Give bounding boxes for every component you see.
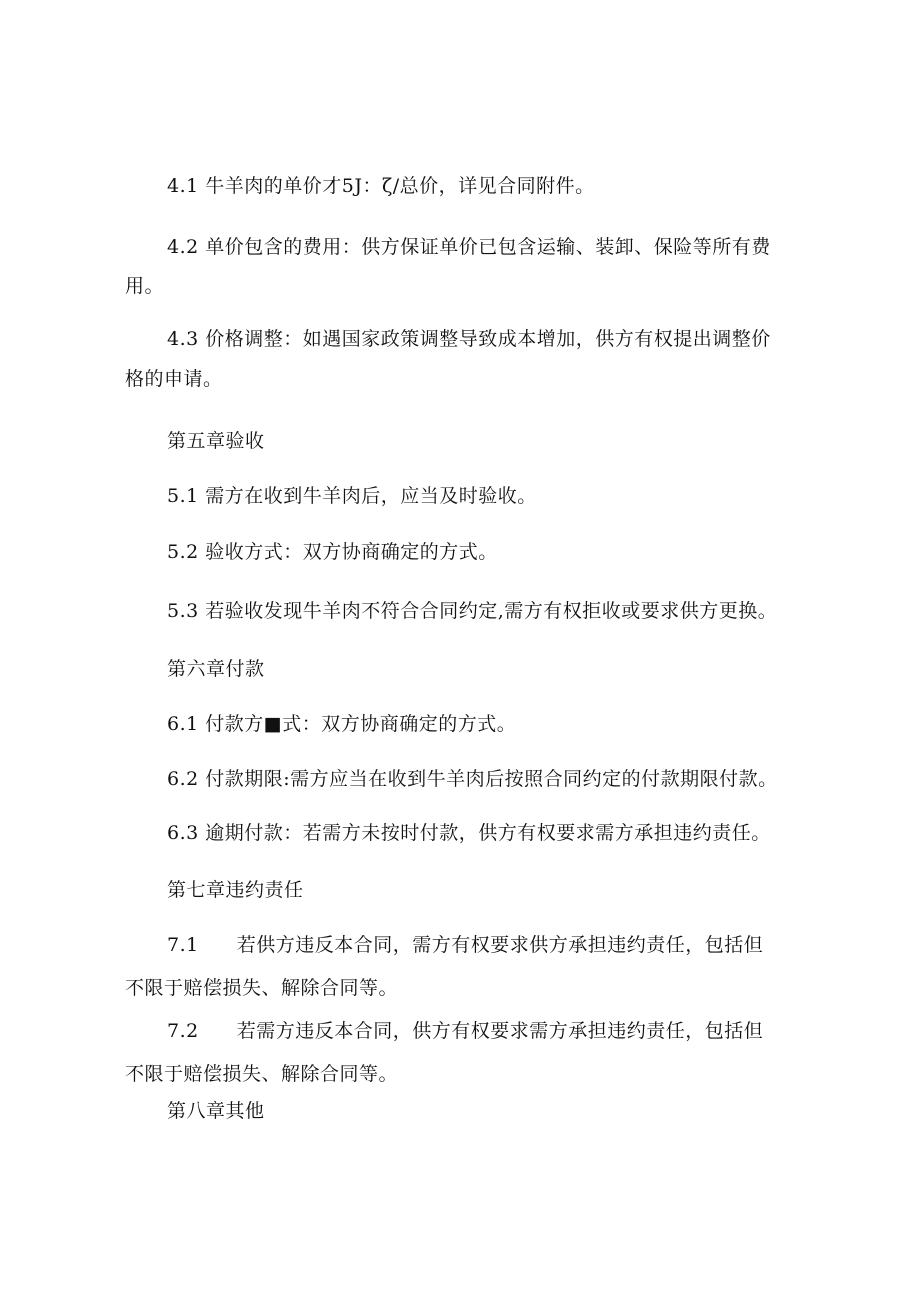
clause-number: 4.2 (167, 236, 199, 258)
chapter-8-title: 第八章其他 (167, 1100, 265, 1122)
clause-text: 牛羊肉的单价才5J：ζ/总价，详见合同附件。 (205, 175, 595, 197)
clause-6-2 (167, 767, 778, 791)
clause-number: 5.3 (167, 600, 199, 622)
clause-text: 逾期付款：若需方未按时付款，供方有权要求需方承担违约责任。 (205, 822, 771, 844)
clause-number: 6.3 (167, 822, 199, 844)
clause-text: 验收方式：双方协商确定的方式。 (205, 541, 498, 563)
clause-5-3 (167, 599, 777, 623)
clause-4-3-continuation: 格的申请。 (125, 368, 223, 390)
clause-number: 4.1 (167, 175, 199, 197)
clause-text: 价格调整：如遇国家政策调整导致成本增加，供方有权提出调整价 (205, 328, 771, 350)
clause-number: 4.3 (167, 328, 199, 350)
clause-number: 6.1 (167, 713, 199, 735)
clause-text: 若供方违反本合同，需方有权要求供方承担违约责任，包括但 (236, 934, 764, 956)
clause-text: 需方在收到牛羊肉后，应当及时验收。 (205, 485, 537, 507)
clause-number: 7.2 (167, 1020, 199, 1042)
chapter-7-title: 第七章违约责任 (167, 879, 304, 901)
clause-5-2 (167, 540, 498, 564)
clause-7-2 (167, 1019, 763, 1043)
clause-text: 付款期限:需方应当在收到牛羊肉后按照合同约定的付款期限付款。 (205, 768, 778, 790)
clause-7-2-continuation: 不限于赔偿损失、解除合同等。 (125, 1063, 399, 1085)
clause-number: 6.2 (167, 768, 199, 790)
clause-7-1 (167, 933, 763, 957)
clause-number: 5.2 (167, 541, 199, 563)
clause-6-1 (167, 712, 516, 736)
clause-text: 若验收发现牛羊肉不符合合同约定,需方有权拒收或要求供方更换。 (205, 600, 778, 622)
clause-5-1 (167, 484, 537, 508)
clause-4-2 (167, 235, 771, 259)
clause-text: 单价包含的费用：供方保证单价已包含运输、装卸、保险等所有费 (205, 236, 771, 258)
chapter-6-title: 第六章付款 (167, 658, 265, 680)
clause-number: 5.1 (167, 485, 199, 507)
clause-text: 付款方■式：双方协商确定的方式。 (205, 713, 517, 735)
clause-4-3 (167, 327, 771, 351)
chapter-5-title: 第五章验收 (167, 430, 265, 452)
clause-4-1 (167, 174, 595, 198)
clause-text: 若需方违反本合同，供方有权要求需方承担违约责任，包括但 (236, 1020, 764, 1042)
clause-7-1-continuation: 不限于赔偿损失、解除合同等。 (125, 977, 399, 999)
clause-6-3 (167, 821, 771, 845)
clause-4-2-continuation: 用。 (125, 275, 165, 297)
clause-number: 7.1 (167, 934, 199, 956)
